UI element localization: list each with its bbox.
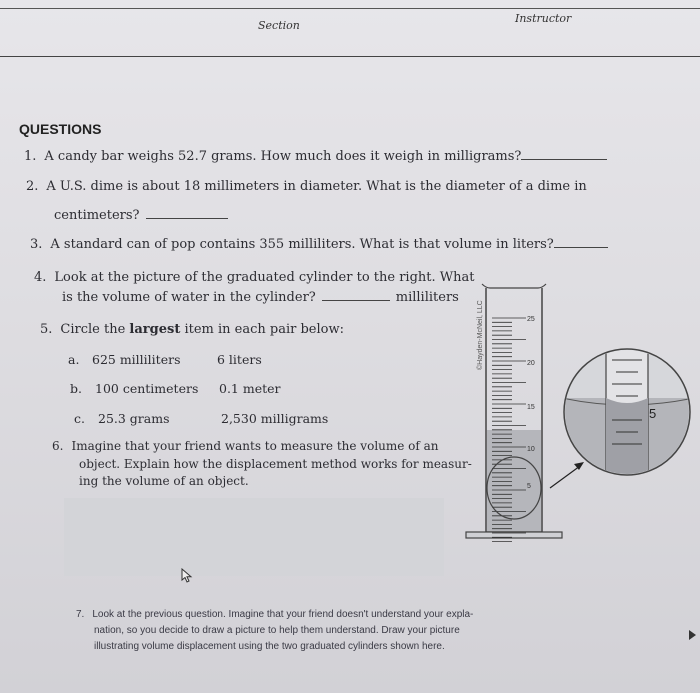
question-2-cont: [54, 206, 228, 225]
question-3-number: 3.: [30, 237, 43, 252]
question-5-bold: largest: [129, 322, 181, 337]
question-2: [26, 178, 587, 196]
pair-a-left[interactable]: 625 milliliters: [92, 352, 181, 367]
cylinder-mark-10: 10: [527, 446, 535, 453]
question-6: [52, 438, 439, 455]
question-7-line2: nation, so you decide to draw a picture to help them understand. Draw your picture: [94, 625, 460, 636]
cylinder-mark-25: 25: [527, 316, 535, 323]
pair-c-left[interactable]: 25.3 grams: [98, 411, 170, 426]
question-2-answer-blank[interactable]: [146, 206, 228, 219]
question-1-text: A candy bar weighs 52.7 grams. How much does it weigh in milligrams?: [44, 149, 522, 164]
question-2-line1: A U.S. dime is about 18 millimeters in diameter. What is the diameter of a dime in: [46, 179, 587, 194]
pair-c-letter: c.: [74, 411, 85, 426]
pair-a-letter: a.: [68, 352, 80, 367]
magnified-mark-5: 5: [649, 406, 657, 421]
question-4-line2: is the volume of water in the cylinder?: [62, 290, 316, 305]
cylinder-credit: ©Hayden-McNeil, LLC: [477, 300, 484, 370]
question-4-number: 4.: [34, 270, 47, 285]
pair-b-right[interactable]: 0.1 meter: [219, 381, 281, 396]
question-5-prefix: Circle the: [60, 322, 130, 337]
question-4-answer-blank[interactable]: [322, 288, 390, 301]
question-5-number: 5.: [40, 322, 53, 337]
zoom-arrow: [550, 466, 580, 488]
question-2-number: 2.: [26, 179, 39, 194]
question-7: [76, 607, 556, 655]
question-5-suffix: item in each pair below:: [180, 322, 344, 337]
question-4-line1: Look at the picture of the graduated cylinder to the right. What: [54, 270, 475, 285]
question-1: [24, 147, 607, 166]
scroll-right-icon[interactable]: [689, 630, 696, 640]
question-6-cont: [79, 456, 472, 490]
question-2-line2: centimeters?: [54, 208, 140, 223]
header-bottom-rule: [0, 56, 700, 57]
question-4-cont: [62, 288, 459, 307]
cylinder-mark-20: 20: [527, 360, 535, 367]
question-3-text: A standard can of pop contains 355 milliliters. What is that volume in liters?: [50, 237, 554, 252]
questions-title: QUESTIONS: [19, 121, 102, 137]
question-1-answer-blank[interactable]: [521, 147, 607, 160]
question-4: [34, 269, 474, 287]
question-6-line2: object. Explain how the displacement method works for measur-: [79, 457, 472, 471]
cylinder-mark-5: 5: [527, 483, 531, 490]
pair-a-right[interactable]: 6 liters: [217, 352, 262, 367]
section-label: Section: [258, 19, 300, 32]
question-3-answer-blank[interactable]: [554, 235, 608, 248]
pair-c-right[interactable]: 2,530 milligrams: [221, 411, 329, 426]
question-7-line3: illustrating volume displacement using the two graduated cylinders shown here.: [94, 641, 445, 652]
pair-b-letter: b.: [70, 381, 82, 396]
question-6-line3: ing the volume of an object.: [79, 474, 249, 488]
question-6-number: 6.: [52, 439, 64, 453]
question-3: [30, 235, 608, 254]
instructor-label: Instructor: [515, 12, 572, 25]
question-6-answer-box[interactable]: [64, 498, 444, 576]
cylinder-mark-15: 15: [527, 404, 535, 411]
question-7-number: 7.: [76, 609, 85, 620]
question-1-number: 1.: [24, 149, 37, 164]
mouse-pointer-icon: [180, 568, 194, 584]
question-6-line1: Imagine that your friend wants to measure the volume of an: [71, 439, 439, 453]
pair-b-left[interactable]: 100 centimeters: [95, 381, 199, 396]
question-5: [40, 321, 344, 339]
question-7-line1: Look at the previous question. Imagine that your friend doesn't understand your expla-: [92, 609, 474, 620]
question-4-unit: milliliters: [395, 290, 459, 305]
header-top-rule: [0, 8, 700, 9]
graduated-cylinder-illustration: [452, 270, 692, 542]
